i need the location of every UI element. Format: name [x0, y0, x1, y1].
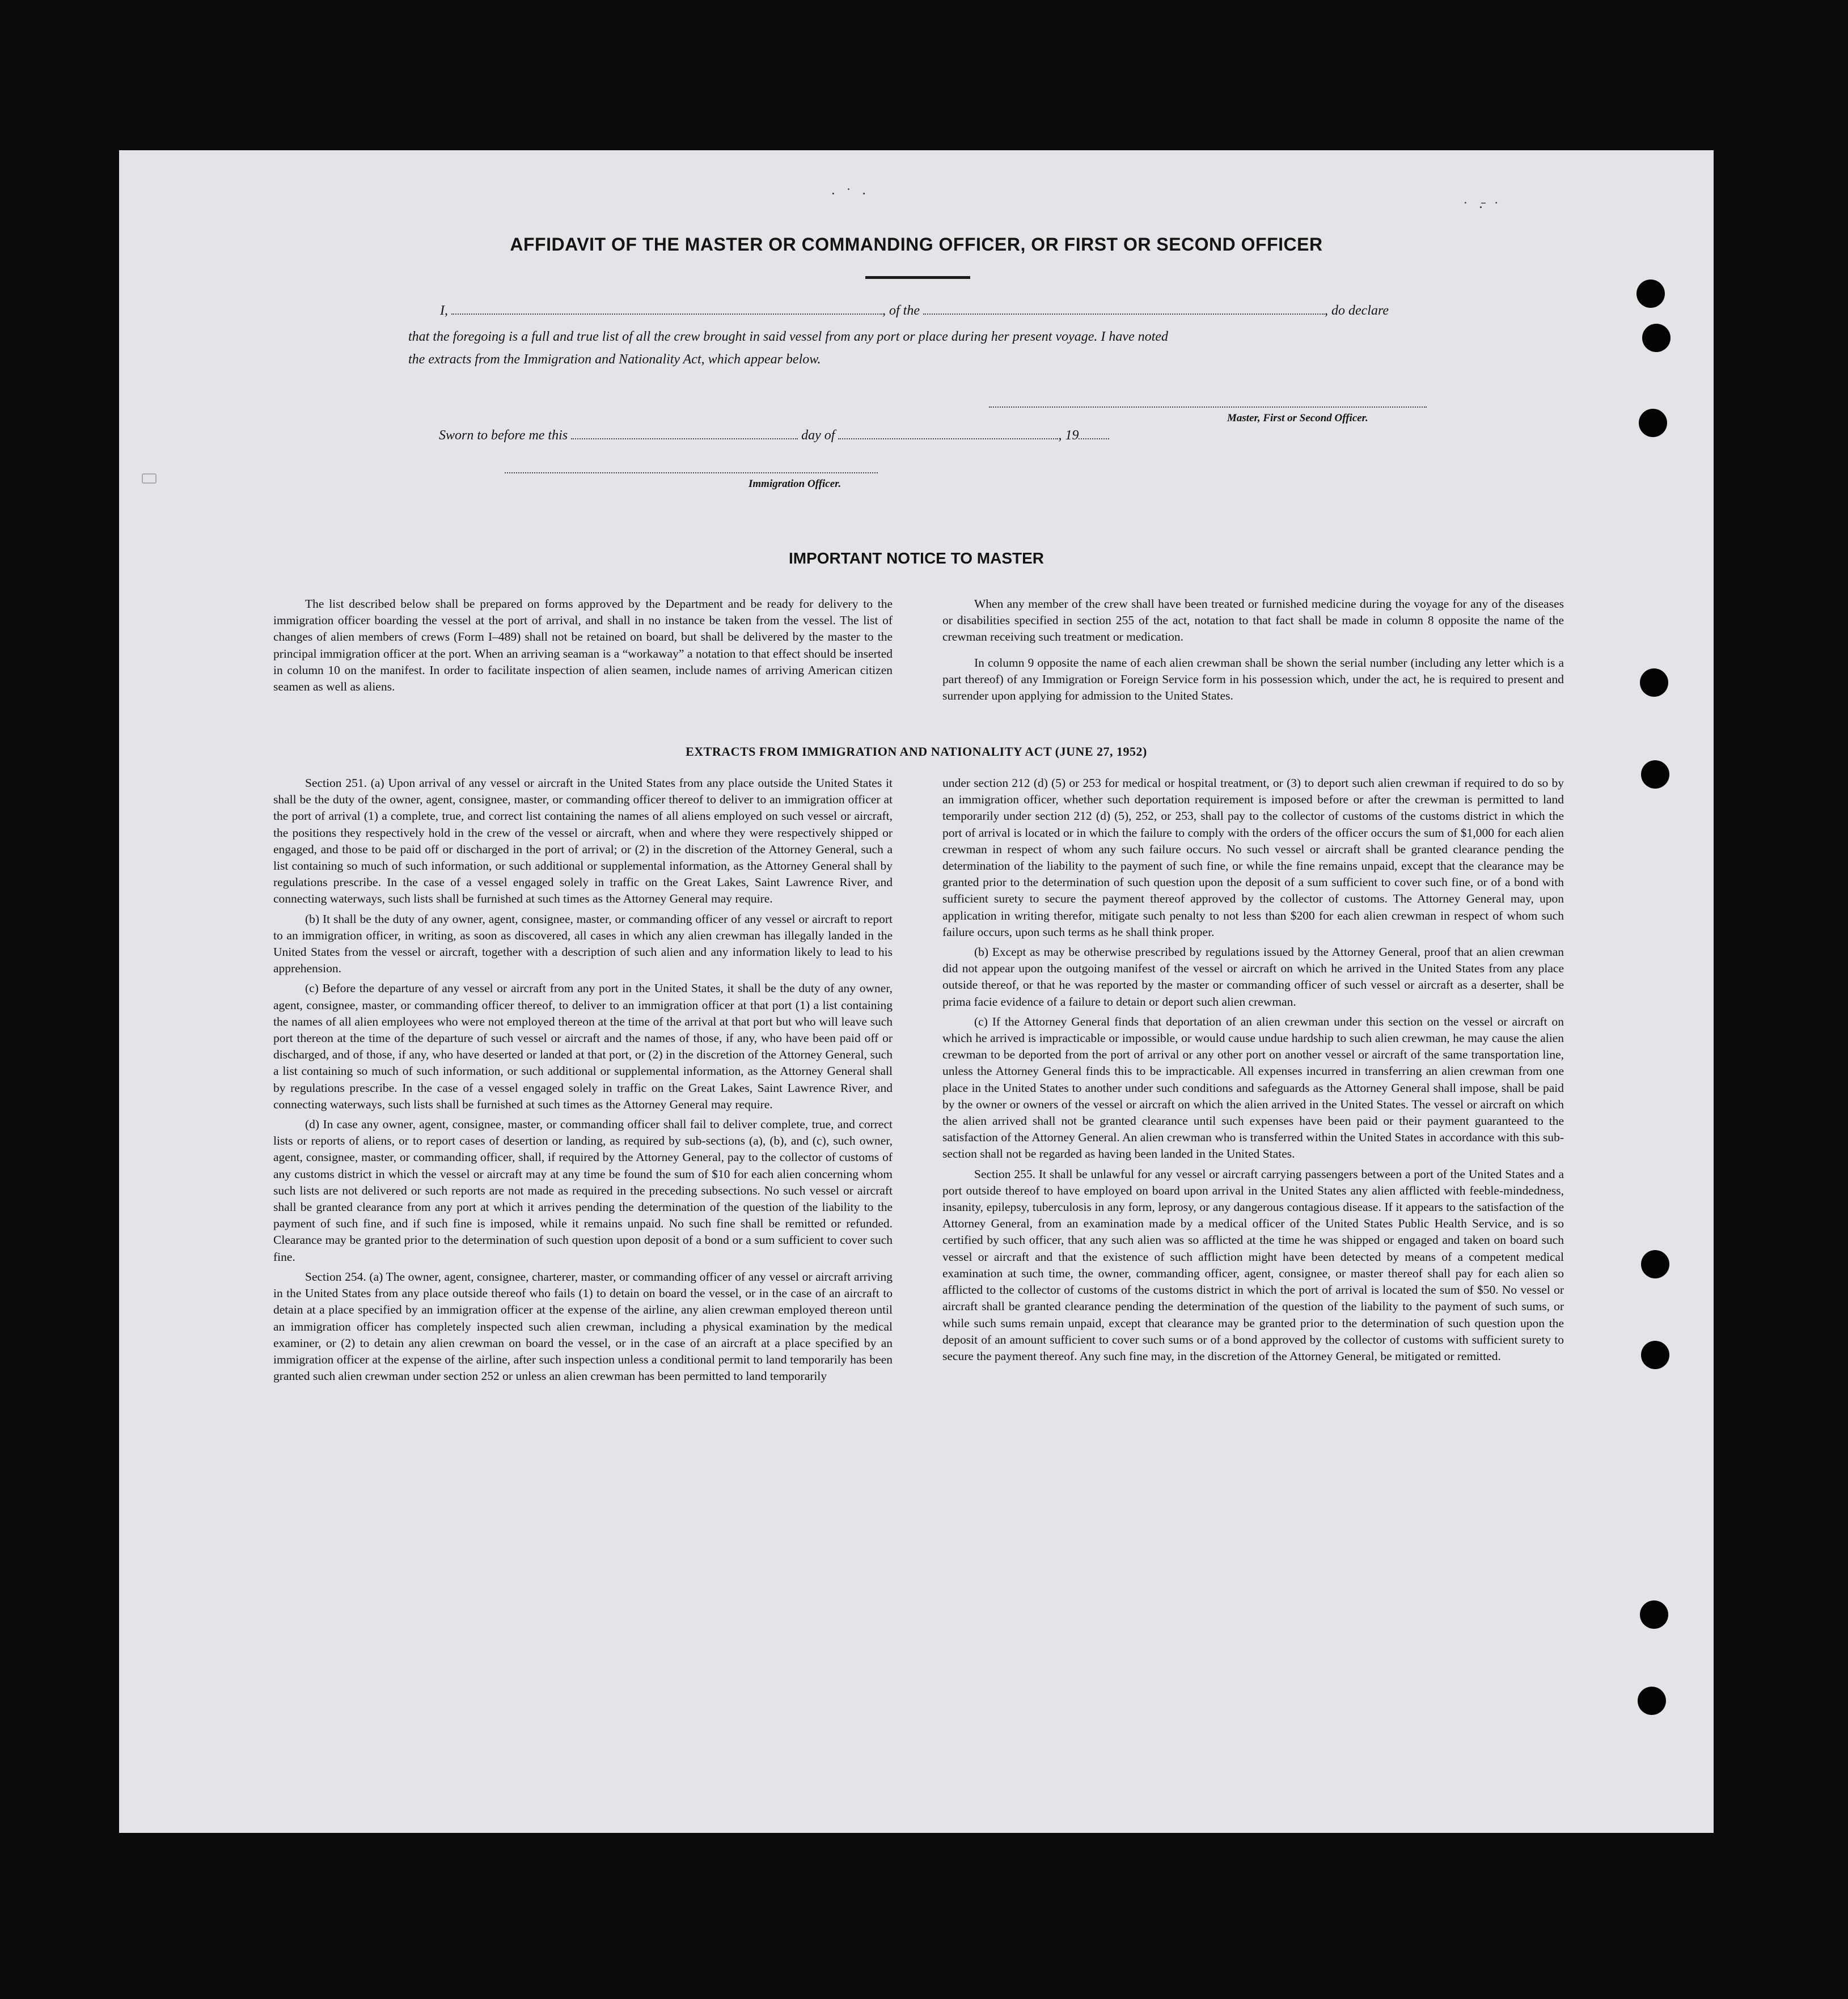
declaration-text-3: the extracts from the Immigration and Nationality Act, which appear below. [408, 352, 821, 367]
punch-hole [1642, 324, 1671, 352]
section-paragraph: (b) Except as may be otherwise prescribed by regulations issued by the Attorney General, proof that an alien crewman did not appear upon the outgoing manifest of the vessel or aircraft on which he arrived in the United States from any place outside thereof, or that he was reported by the master or commanding officer of such vessel or aircraft as a deserter, shall be prima facie evidence of a failure to detain or deport such alien crewman. [942, 945, 1564, 1009]
declaration-of-the: , of the [882, 303, 920, 318]
print-specks: ˙ ·̄ ˙ [1463, 199, 1502, 215]
section-paragraph: (c) Before the departure of any vessel or aircraft from any port in the United States, it shall be the duty of any owner, agent, consignee, master, or commanding officer thereof, to deliver to an immigration officer at that port (1) a list containing the names of all alien employees who were not employed thereon at the time of the arrival at that port but who will leave such port thereon at the time of the departure of such vessel or aircraft and the names of those, if any, who have been paid off or discharged, and of those, if any, who have deserted or landed at that port, or (2) in the discretion of the Attorney General, such a list containing so much of such information, or such additional or supplemental information, as the Attorney General shall by regulations prescribe. In the case of a vessel engaged solely in traffic on the Great Lakes, Saint Lawrence River, and connecting waterways, such lists shall be furnished at such times as the Attorney General may require. [273, 981, 893, 1111]
punch-hole [1636, 279, 1665, 308]
section-paragraph: under section 212 (d) (5) or 253 for medical or hospital treatment, or (3) to deport such alien crewman if required to do so by an immigration officer, whether such deportation requirement is imposed before or after the crewman is permitted to land temporarily under section 212 (d) (5), 252, or 253, shall pay to the collector of customs of the customs district in which the port of arrival is located or in which the failure to comply with the orders of the officer occurs the sum of $1,000 for each alien crewman in respect of whom any such failure occurs. No such vessel or aircraft shall be granted clearance pending the determination of the liability to the payment of such fine, or while the fine remains unpaid, except that the clearance may be granted prior to the determination of such question upon the deposit of a sum sufficient to cover such fine, or of a bond with sufficient surety to secure the payment thereof approved by the collector of customs. The Attorney General may, upon application in writing therefor, mitigate such penalty to not less than $200 for each alien crewman in respect of whom such failure occurs, upon such terms as he shall think proper. [942, 776, 1564, 939]
officer-signature-line[interactable] [505, 472, 878, 473]
sworn-text: Sworn to before me this [439, 428, 568, 443]
title-rule [865, 276, 970, 279]
extracts-left-column [273, 775, 893, 1384]
punch-hole [1640, 668, 1668, 697]
margin-mark [142, 473, 157, 484]
year-text: , 19 [1058, 428, 1079, 443]
notice-heading: IMPORTANT NOTICE TO MASTER [788, 549, 1044, 567]
name-field[interactable] [451, 303, 882, 315]
notice-right-column [942, 596, 1564, 704]
notice-paragraph: In column 9 opposite the name of each alien crewman shall be shown the serial number (including any letter which is a part thereof) of any Immigration or Foreign Service form in his possession which, under the act, he is required to present and surrender upon applying for admission to the United States. [942, 655, 1564, 703]
declaration-i: I, [440, 303, 448, 318]
punch-hole [1641, 1250, 1669, 1278]
punch-hole [1639, 409, 1667, 437]
punch-hole [1640, 1600, 1668, 1629]
notice-paragraph: The list described below shall be prepared on forms approved by the Department and be ready for delivery to the immigration officer boarding the vessel at the port of arrival, and shall in no instance be taken from the vessel. The list of changes of alien members of crews (Form I–489) shall not be retained on board, but shall be delivered by the master to the principal immigration officer at the port. When an arriving seaman is a “workaway” a notation to that effect should be inserted in column 10 on the manifest. In order to facilitate inspection of alien seamen, include names of arriving American citizen seamen as well as aliens. [273, 597, 893, 694]
section-paragraph: Section 251. (a) Upon arrival of any vessel or aircraft in the United States from any place outside the United States it shall be the duty of the owner, agent, consignee, master, or commanding officer thereof to deliver to an immigration officer at the port of arrival (1) a complete, true, and correct list containing the names of all aliens employed on such vessel or aircraft, the positions they respectively hold in the crew of the vessel or aircraft, when and where they were respectively shipped or engaged, and those to be paid off or discharged in the port of arrival; or (2) in the discretion of the Attorney General, such a list containing so much of such information, or such additional or supplemental information, as the Attorney General shall by regulations prescribe. In the case of a vessel engaged solely in traffic on the Great Lakes, Saint Lawrence River, and connecting waterways, such lists shall be furnished at such times as the Attorney General may require. [273, 776, 893, 906]
master-caption: Master, First or Second Officer. [1227, 412, 1368, 424]
punch-hole [1638, 1687, 1666, 1715]
year-field[interactable] [1079, 428, 1109, 439]
section-paragraph: Section 255. It shall be unlawful for any vessel or aircraft carrying passengers between a port of the United States and a port outside thereof to have employed on board upon arrival in the United States any alien afflicted with feeble-mindedness, insanity, epilepsy, tuberculosis in any form, leprosy, or any dangerous contagious disease. If it appears to the satisfaction of the Attorney General, from an examination made by a medical officer of the United States Public Health Service, and is so certified by such officer, that any such alien was so afflicted at the time he was shipped or engaged and taken on board such vessel or aircraft and that the existence of such affliction might have been detected by means of a competent medical examination at such time, the owner, commanding officer, agent, consignee, or master thereof shall pay for each alien so afflicted to the collector of customs of the customs district in which the port of arrival is located the sum of $50. No vessel or aircraft shall be granted clearance pending the determination of the question of the liability to the payment of such sums, or while such sums remain unpaid, except that clearance may be granted prior to the determination of such question upon the deposit of an amount sufficient to cover such sums or of a bond approved by the collector of customs with sufficient surety to secure the payment thereof. Any such fine may, in the discretion of the Attorney General, be mitigated or remitted. [942, 1167, 1564, 1363]
day-of-text: day of [801, 428, 835, 443]
extracts-heading: EXTRACTS FROM IMMIGRATION AND NATIONALITY ACT (JUNE 27, 1952) [686, 744, 1147, 759]
sworn-line [439, 428, 1109, 443]
print-specks: · ˙ · [831, 185, 870, 202]
punch-hole [1641, 760, 1669, 789]
section-paragraph: (b) It shall be the duty of any owner, agent, consignee, master, or commanding officer of any vessel or aircraft to report to an immigration officer, in writing, as soon as discovered, all cases in which any alien crewman has illegally landed in the United States from the vessel or aircraft, together with a description of such alien and any information likely to lead to his apprehension. [273, 912, 893, 976]
extracts-right-column [942, 775, 1564, 1365]
declaration-text-2: that the foregoing is a full and true list of all the crew brought in said vessel from any port or place during her present voyage. I have noted [408, 329, 1169, 344]
month-field[interactable] [838, 428, 1058, 439]
declaration-end: , do declare [1325, 303, 1389, 318]
vessel-field[interactable] [923, 303, 1325, 315]
section-paragraph: (d) In case any owner, agent, consignee, master, or commanding officer shall fail to deliver complete, true, and correct lists or reports of aliens, or to report cases of desertion or landing, as required by sub-sections (a), (b), and (c), such owner, agent, consignee, master, or commanding officer, shall, if required by the Attorney General, pay to the collector of customs of any customs district in which the vessel or aircraft may at any time be found the sum of $10 for each alien concerning whom such lists are not delivered or such reports are not made as required in the preceding subsections. No such vessel or aircraft shall be granted clearance from any port at which it arrives pending the determination of the question of the liability to the payment of such fine, and if such fine is imposed, while it remains unpaid. No such fine shall be remitted or refunded. Clearance may be granted prior to the determination of such question upon deposit of a bond or a sum sufficient to cover such fine. [273, 1117, 893, 1264]
declaration-line [440, 303, 1389, 319]
section-paragraph: (c) If the Attorney General finds that deportation of an alien crewman under this section on the vessel or aircraft on which he arrived is impracticable or impossible, or would cause undue hardship to such alien crewman, he may cause the alien crewman to be deported from the port of arrival or any other port on another vessel or aircraft of the same transportation line, unless the Attorney General finds this to be impracticable. All expenses incurred in transferring an alien crewman from one place in the United States to another under such conditions and safeguards as the Attorney General shall impose, shall be paid by the owner or owners of the vessel or aircraft on which the alien arrived in the United States. The vessel or aircraft on which the alien arrived shall not be granted clearance until such expenses have been paid or their payment guaranteed to the satisfaction of the Attorney General. An alien crewman who is transferred within the United States in accordance with this sub-section shall not be regarded as having been landed in the United States. [942, 1014, 1564, 1161]
affidavit-title: AFFIDAVIT OF THE MASTER OR COMMANDING OFFICER, OR FIRST OR SECOND OFFICER [510, 234, 1323, 255]
master-signature-line[interactable] [989, 406, 1427, 408]
notice-paragraph: When any member of the crew shall have been treated or furnished medicine during the voyage for any of the diseases or disabilities specified in section 255 of the act, notation to that fact shall be made in column 8 opposite the name of the crewman receiving such treatment or medication. [942, 597, 1564, 644]
officer-caption: Immigration Officer. [748, 478, 841, 490]
notice-left-column [273, 596, 893, 695]
day-field[interactable] [571, 428, 798, 439]
punch-hole [1641, 1341, 1669, 1369]
document-page [119, 150, 1714, 1833]
section-paragraph: Section 254. (a) The owner, agent, consignee, charterer, master, or commanding officer of any vessel or aircraft arriving in the United States from any place outside thereof who fails (1) to detain on board the vessel, or in the case of an aircraft to detain at a place specified by an immigration officer at the expense of the airline, any alien crewman employed thereon until an immigration officer has completely inspected such alien crewman, including a physical examination by the medical examiner, or (2) to detain any alien crewman on board the vessel, or in the case of an aircraft at a place specified by an immigration officer at the expense of the airline, after such inspection unless a conditional permit to land temporarily has been granted such alien crewman under section 252 or unless an alien crewman has been permitted to land temporarily [273, 1269, 893, 1383]
